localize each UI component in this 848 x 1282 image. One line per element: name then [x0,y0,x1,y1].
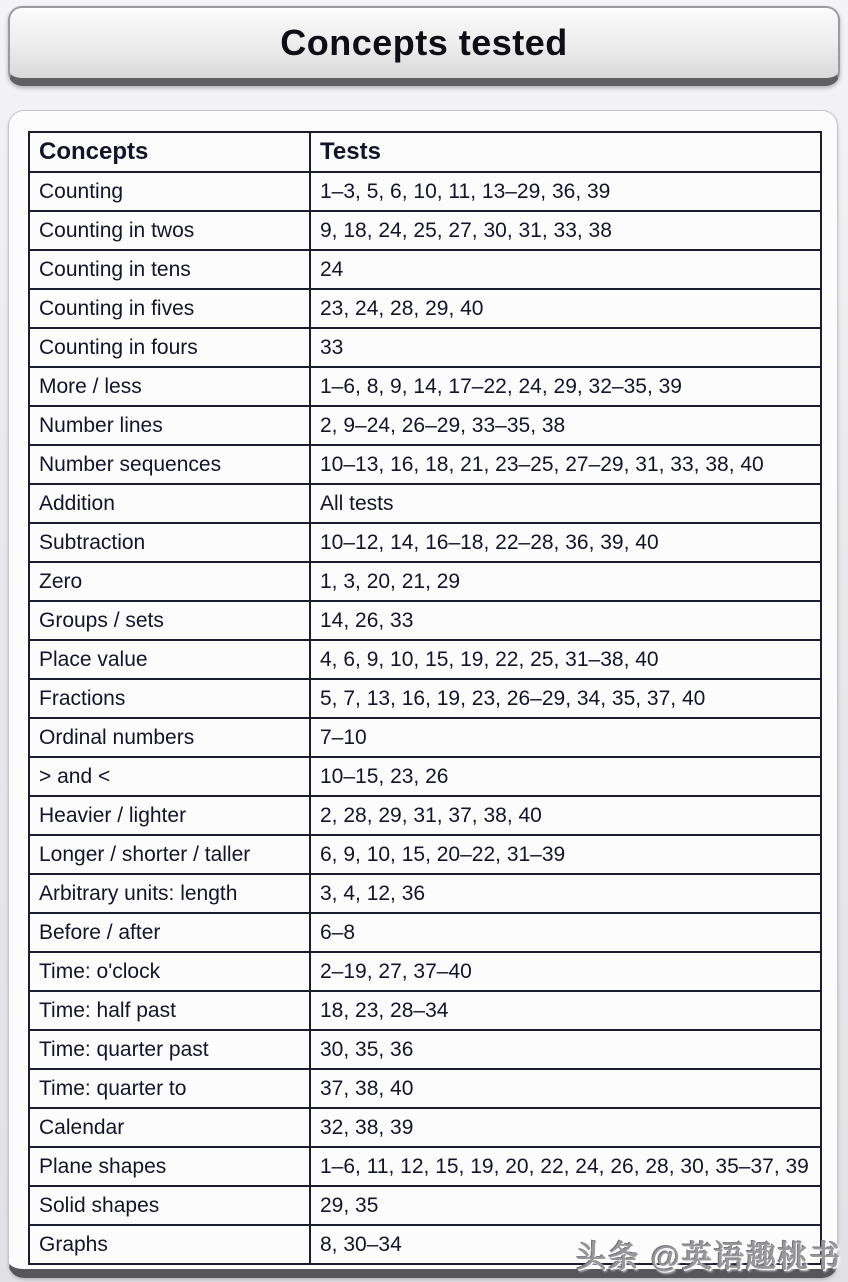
table-row [29,1186,821,1225]
table-row [29,445,821,484]
table-row [29,289,821,328]
tests-cell: 1–6, 8, 9, 14, 17–22, 24, 29, 32–35, 39 [310,367,821,406]
tests-cell: All tests [310,484,821,523]
concept-cell: More / less [29,367,310,406]
table-row [29,250,821,289]
table-row [29,562,821,601]
concept-cell: Solid shapes [29,1186,310,1225]
table-row [29,1108,821,1147]
concept-cell: Addition [29,484,310,523]
tests-cell: 18, 23, 28–34 [310,991,821,1030]
table-row [29,874,821,913]
concept-cell: Ordinal numbers [29,718,310,757]
tests-cell: 1–3, 5, 6, 10, 11, 13–29, 36, 39 [310,172,821,211]
tests-cell: 37, 38, 40 [310,1069,821,1108]
concept-cell: Calendar [29,1108,310,1147]
concept-cell: Before / after [29,913,310,952]
concept-cell: Fractions [29,679,310,718]
table-row [29,640,821,679]
table-header-row [29,132,821,172]
concept-cell: Plane shapes [29,1147,310,1186]
tests-cell: 6–8 [310,913,821,952]
tests-cell: 23, 24, 28, 29, 40 [310,289,821,328]
tests-cell: 3, 4, 12, 36 [310,874,821,913]
table-row [29,679,821,718]
concept-cell: Longer / shorter / taller [29,835,310,874]
concept-cell: Time: quarter to [29,1069,310,1108]
tests-cell: 1, 3, 20, 21, 29 [310,562,821,601]
concept-cell: Arbitrary units: length [29,874,310,913]
concept-cell: Groups / sets [29,601,310,640]
tests-cell: 6, 9, 10, 15, 20–22, 31–39 [310,835,821,874]
watermark: 头条 @英语趣桃书 [576,1241,842,1274]
table-row [29,718,821,757]
tests-cell: 10–13, 16, 18, 21, 23–25, 27–29, 31, 33, 38, 40 [310,445,821,484]
table-row [29,952,821,991]
tests-cell: 2, 9–24, 26–29, 33–35, 38 [310,406,821,445]
concept-cell: Counting in twos [29,211,310,250]
tests-cell: 7–10 [310,718,821,757]
tests-cell: 33 [310,328,821,367]
concept-cell: Counting in tens [29,250,310,289]
concepts-table [28,131,822,1265]
table-row [29,991,821,1030]
concept-cell: Number sequences [29,445,310,484]
tests-cell: 29, 35 [310,1186,821,1225]
concept-cell: Place value [29,640,310,679]
concept-cell: Time: half past [29,991,310,1030]
concept-cell: Zero [29,562,310,601]
tests-cell: 4, 6, 9, 10, 15, 19, 22, 25, 31–38, 40 [310,640,821,679]
title-banner [8,6,840,86]
table-row [29,406,821,445]
table-row [29,172,821,211]
page-title: Concepts tested [280,22,568,63]
table-row [29,328,821,367]
concepts-column-header: Concepts [29,132,310,172]
tests-cell: 5, 7, 13, 16, 19, 23, 26–29, 34, 35, 37, 40 [310,679,821,718]
concept-cell: Number lines [29,406,310,445]
table-row [29,367,821,406]
tests-cell: 14, 26, 33 [310,601,821,640]
table-row [29,1030,821,1069]
table-row [29,601,821,640]
concept-cell: Time: o'clock [29,952,310,991]
tests-cell: 10–12, 14, 16–18, 22–28, 36, 39, 40 [310,523,821,562]
concept-cell: > and < [29,757,310,796]
tests-cell: 10–15, 23, 26 [310,757,821,796]
table-row [29,523,821,562]
concept-cell: Counting in fours [29,328,310,367]
tests-cell: 9, 18, 24, 25, 27, 30, 31, 33, 38 [310,211,821,250]
concept-cell: Time: quarter past [29,1030,310,1069]
table-row [29,796,821,835]
table-body [29,172,821,1264]
tests-cell: 24 [310,250,821,289]
tests-cell: 2–19, 27, 37–40 [310,952,821,991]
tests-cell: 2, 28, 29, 31, 37, 38, 40 [310,796,821,835]
tests-cell: 32, 38, 39 [310,1108,821,1147]
table-row [29,757,821,796]
table-row [29,484,821,523]
table-row [29,1069,821,1108]
table-row [29,1147,821,1186]
concept-cell: Counting in fives [29,289,310,328]
tests-column-header: Tests [310,132,821,172]
tests-cell: 8, 30–34 [310,1225,821,1264]
table-row [29,211,821,250]
concept-cell: Heavier / lighter [29,796,310,835]
concept-cell: Graphs [29,1225,310,1264]
content-card [8,110,838,1278]
table-row [29,913,821,952]
concept-cell: Subtraction [29,523,310,562]
concept-cell: Counting [29,172,310,211]
tests-cell: 1–6, 11, 12, 15, 19, 20, 22, 24, 26, 28, 30, 35–37, 39 [310,1147,821,1186]
tests-cell: 30, 35, 36 [310,1030,821,1069]
table-row [29,835,821,874]
